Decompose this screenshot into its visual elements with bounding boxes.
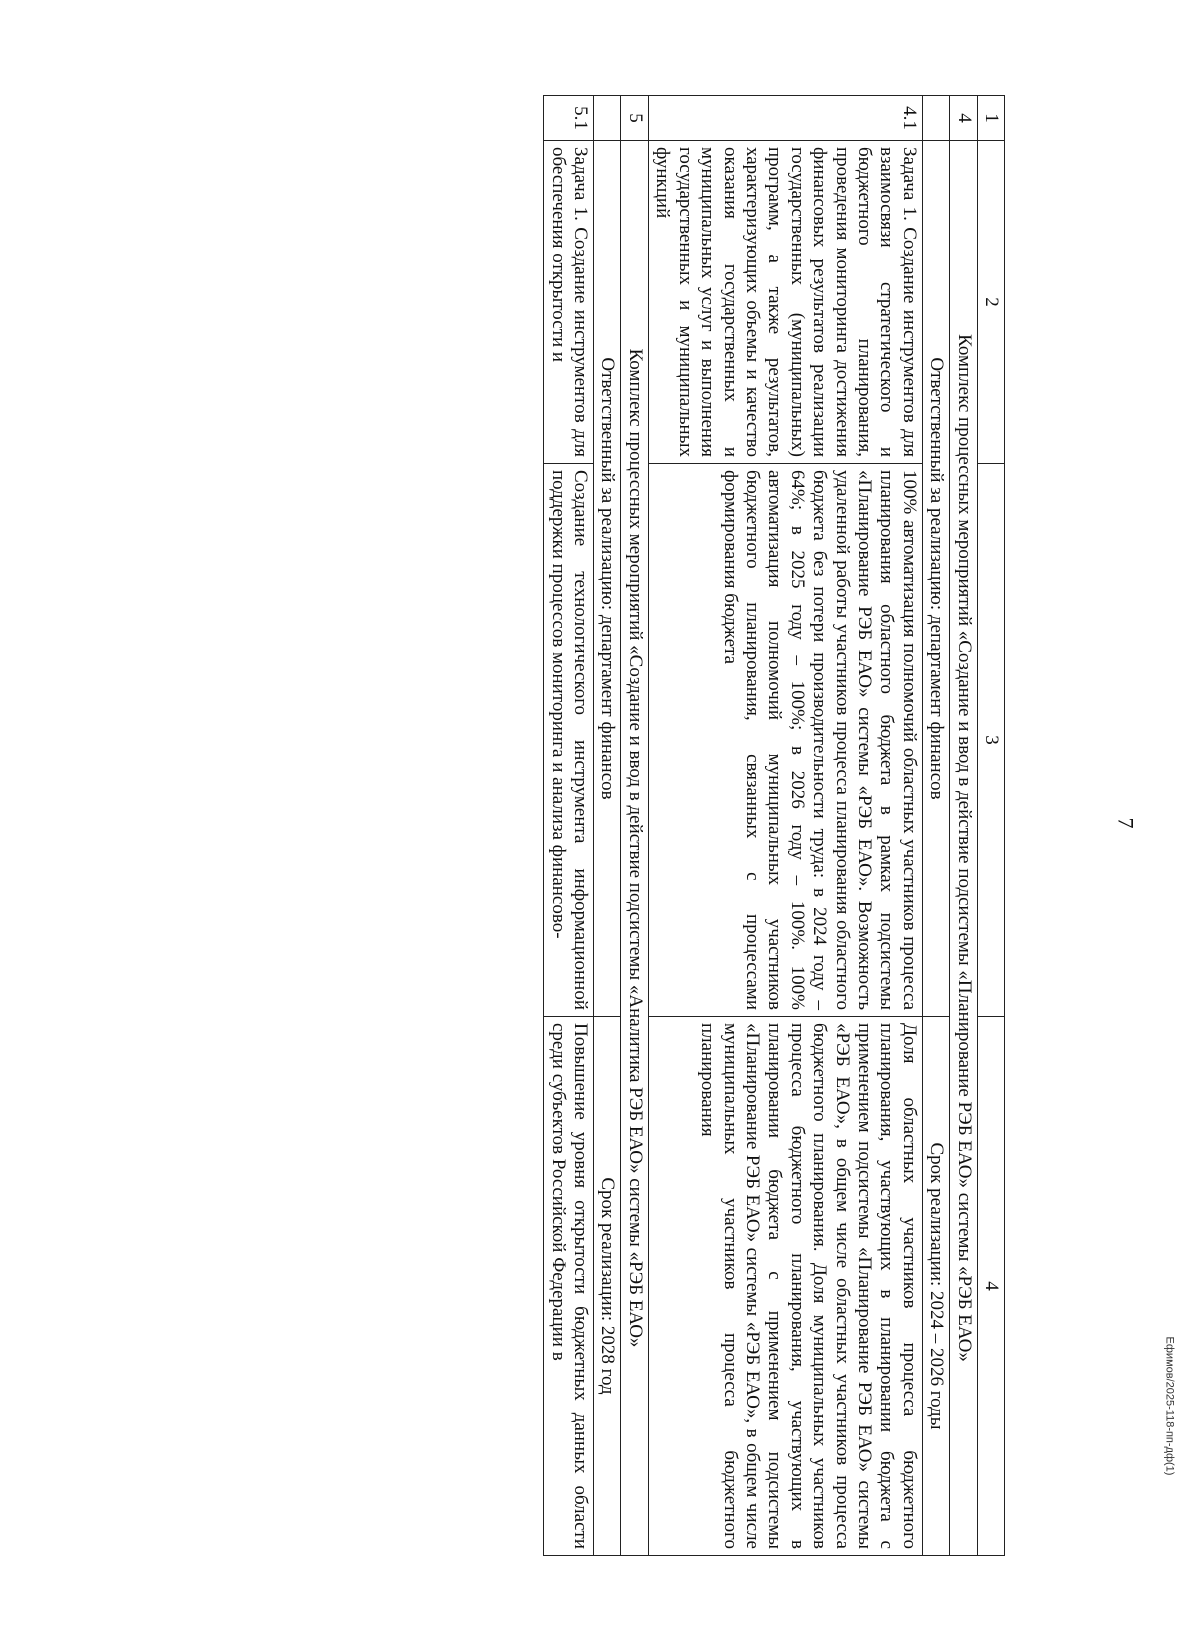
rotated-table-wrapper	[85, 95, 1005, 1549]
section-4-number: 4	[950, 96, 977, 141]
header-col-1: 1	[977, 96, 1004, 141]
section-5-responsible: Ответственный за реализацию: департамент финансов	[594, 141, 621, 1017]
row-task: Задача 1. Создание инструментов для обеспечения открытости и	[544, 141, 594, 464]
document-footer-code: Ефимов/2025-118-пп-дф(1)	[1163, 1336, 1176, 1476]
activities-table	[543, 95, 1005, 1556]
section-4-responsible: Ответственный за реализацию: департамент финансов	[922, 141, 949, 1017]
section-4-deadline: Срок реализации: 2024 – 2026 годы	[922, 1017, 949, 1556]
section-4-meta-empty	[922, 96, 949, 141]
header-col-3: 3	[977, 464, 1004, 1017]
header-col-2: 2	[977, 141, 1004, 464]
page-number: 7	[1113, 817, 1139, 829]
row-number: 5.1	[544, 96, 594, 141]
table-row	[544, 96, 594, 1556]
section-4-title: Комплекс процессных мероприятий «Создание и ввод в действие подсистемы «Планирование РЭБ ЕАО» системы «РЭБ ЕАО»	[950, 141, 977, 1556]
section-5-number: 5	[621, 96, 648, 141]
section-4-meta-row	[922, 96, 949, 1556]
section-5-meta-empty	[594, 96, 621, 141]
section-4-title-row	[950, 96, 977, 1556]
row-number: 4.1	[648, 96, 922, 141]
rotated-table	[85, 95, 1005, 1549]
row-indicator: Повышение уровня открытости бюджетных данных области среди субъектов Российской Федерации в	[544, 1017, 594, 1556]
header-row	[977, 96, 1004, 1556]
section-5-deadline: Срок реализации: 2028 год	[594, 1017, 621, 1556]
row-effect: 100% автоматизация полномочий областных участников процесса планирования областного бюджета в рамках подсистемы «Планирование РЭБ ЕАО» системы «РЭБ ЕАО». Возможность удаленной работы участников процесса планирования областного бюджета без потери производительности труда: в 2024 году – 64%; в 2025 году – 100%; в 2026 году – 100%. 100% автоматизация полномочий муниципальных участников бюджетного планирования, связанных с процессами формирования бюджета	[648, 464, 922, 1017]
row-task: Задача 1. Создание инструментов для взаимосвязи стратегического и бюджетного планирования, проведения мониторинга достижения финансовых результатов реализации государственных (муниципальных) программ, а также результатов, характеризующих объемы и качество оказания государственных и муниципальных услуг и выполнения государственных и муниципальных функций	[648, 141, 922, 464]
section-5-meta-row	[594, 96, 621, 1556]
row-effect: Создание технологического инструмента информационной поддержки процессов мониторинга и анализа финансово-	[544, 464, 594, 1017]
section-5-title-row	[621, 96, 648, 1556]
row-indicator: Доля областных участников процесса бюджетного планирования, участвующих в планировании бюджета с применением подсистемы «Планирование РЭБ ЕАО» системы «РЭБ ЕАО», в общем числе областных участников процесса бюджетного планирования. Доля муниципальных участников процесса бюджетного планирования, участвующих в планировании бюджета с применением подсистемы «Планирование РЭБ ЕАО» системы «РЭБ ЕАО», в общем числе муниципальных участников процесса бюджетного планирования	[648, 1017, 922, 1556]
header-col-4: 4	[977, 1017, 1004, 1556]
section-5-title: Комплекс процессных мероприятий «Создание и ввод в действие подсистемы «Аналитика РЭБ ЕАО» системы «РЭБ ЕАО»	[621, 141, 648, 1556]
table-row	[648, 96, 922, 1556]
